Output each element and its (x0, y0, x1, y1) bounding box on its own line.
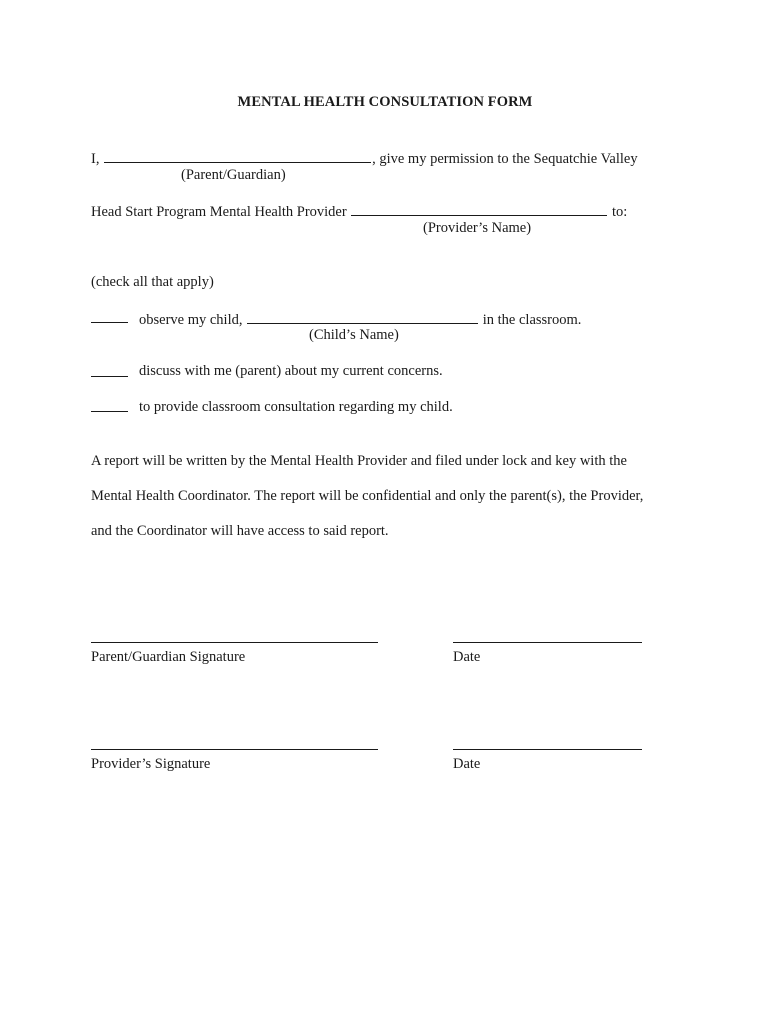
check-instruction: (check all that apply) (91, 274, 214, 290)
option-observe-line (139, 311, 581, 328)
parent-date-label: Date (453, 649, 481, 665)
parent-guardian-caption: (Parent/Guardian) (181, 167, 286, 183)
permission-line (91, 150, 638, 167)
provider-prefix: Head Start Program Mental Health Provider (91, 204, 347, 220)
provider-suffix: to: (611, 204, 628, 220)
parent-guardian-name-field[interactable] (104, 150, 371, 163)
provider-signature-label: Provider’s Signature (91, 756, 211, 772)
report-line-3: and the Coordinator will have access to said report. (91, 523, 389, 539)
provider-line (91, 203, 627, 220)
form-title: MENTAL HEALTH CONSULTATION FORM (237, 94, 533, 110)
provider-name-caption: (Provider’s Name) (423, 220, 532, 236)
child-name-field[interactable] (247, 311, 478, 324)
parent-signature-label: Parent/Guardian Signature (91, 649, 246, 665)
provider-signature-line[interactable] (91, 749, 378, 750)
option-discuss: discuss with me (parent) about my current concerns. (139, 363, 443, 379)
discuss-checkbox-blank[interactable] (91, 376, 128, 377)
permission-suffix: , give my permission to the Sequatchie Valley (372, 151, 638, 167)
option-observe-prefix: observe my child, (139, 312, 243, 328)
observe-checkbox-blank[interactable] (91, 322, 128, 323)
child-name-caption: (Child’s Name) (309, 327, 399, 343)
provider-date-label: Date (453, 756, 481, 772)
permission-prefix: I, (91, 151, 100, 167)
report-line-1: A report will be written by the Mental Health Provider and filed under lock and key with the (91, 453, 627, 469)
consult-checkbox-blank[interactable] (91, 411, 128, 412)
provider-date-line[interactable] (453, 749, 642, 750)
option-observe-suffix: in the classroom. (482, 312, 582, 328)
option-consult: to provide classroom consultation regarding my child. (139, 399, 453, 415)
report-line-2: Mental Health Coordinator. The report will be confidential and only the parent(s), the Provider, (91, 488, 644, 504)
parent-date-line[interactable] (453, 642, 642, 643)
provider-name-field[interactable] (351, 203, 607, 216)
parent-signature-line[interactable] (91, 642, 378, 643)
